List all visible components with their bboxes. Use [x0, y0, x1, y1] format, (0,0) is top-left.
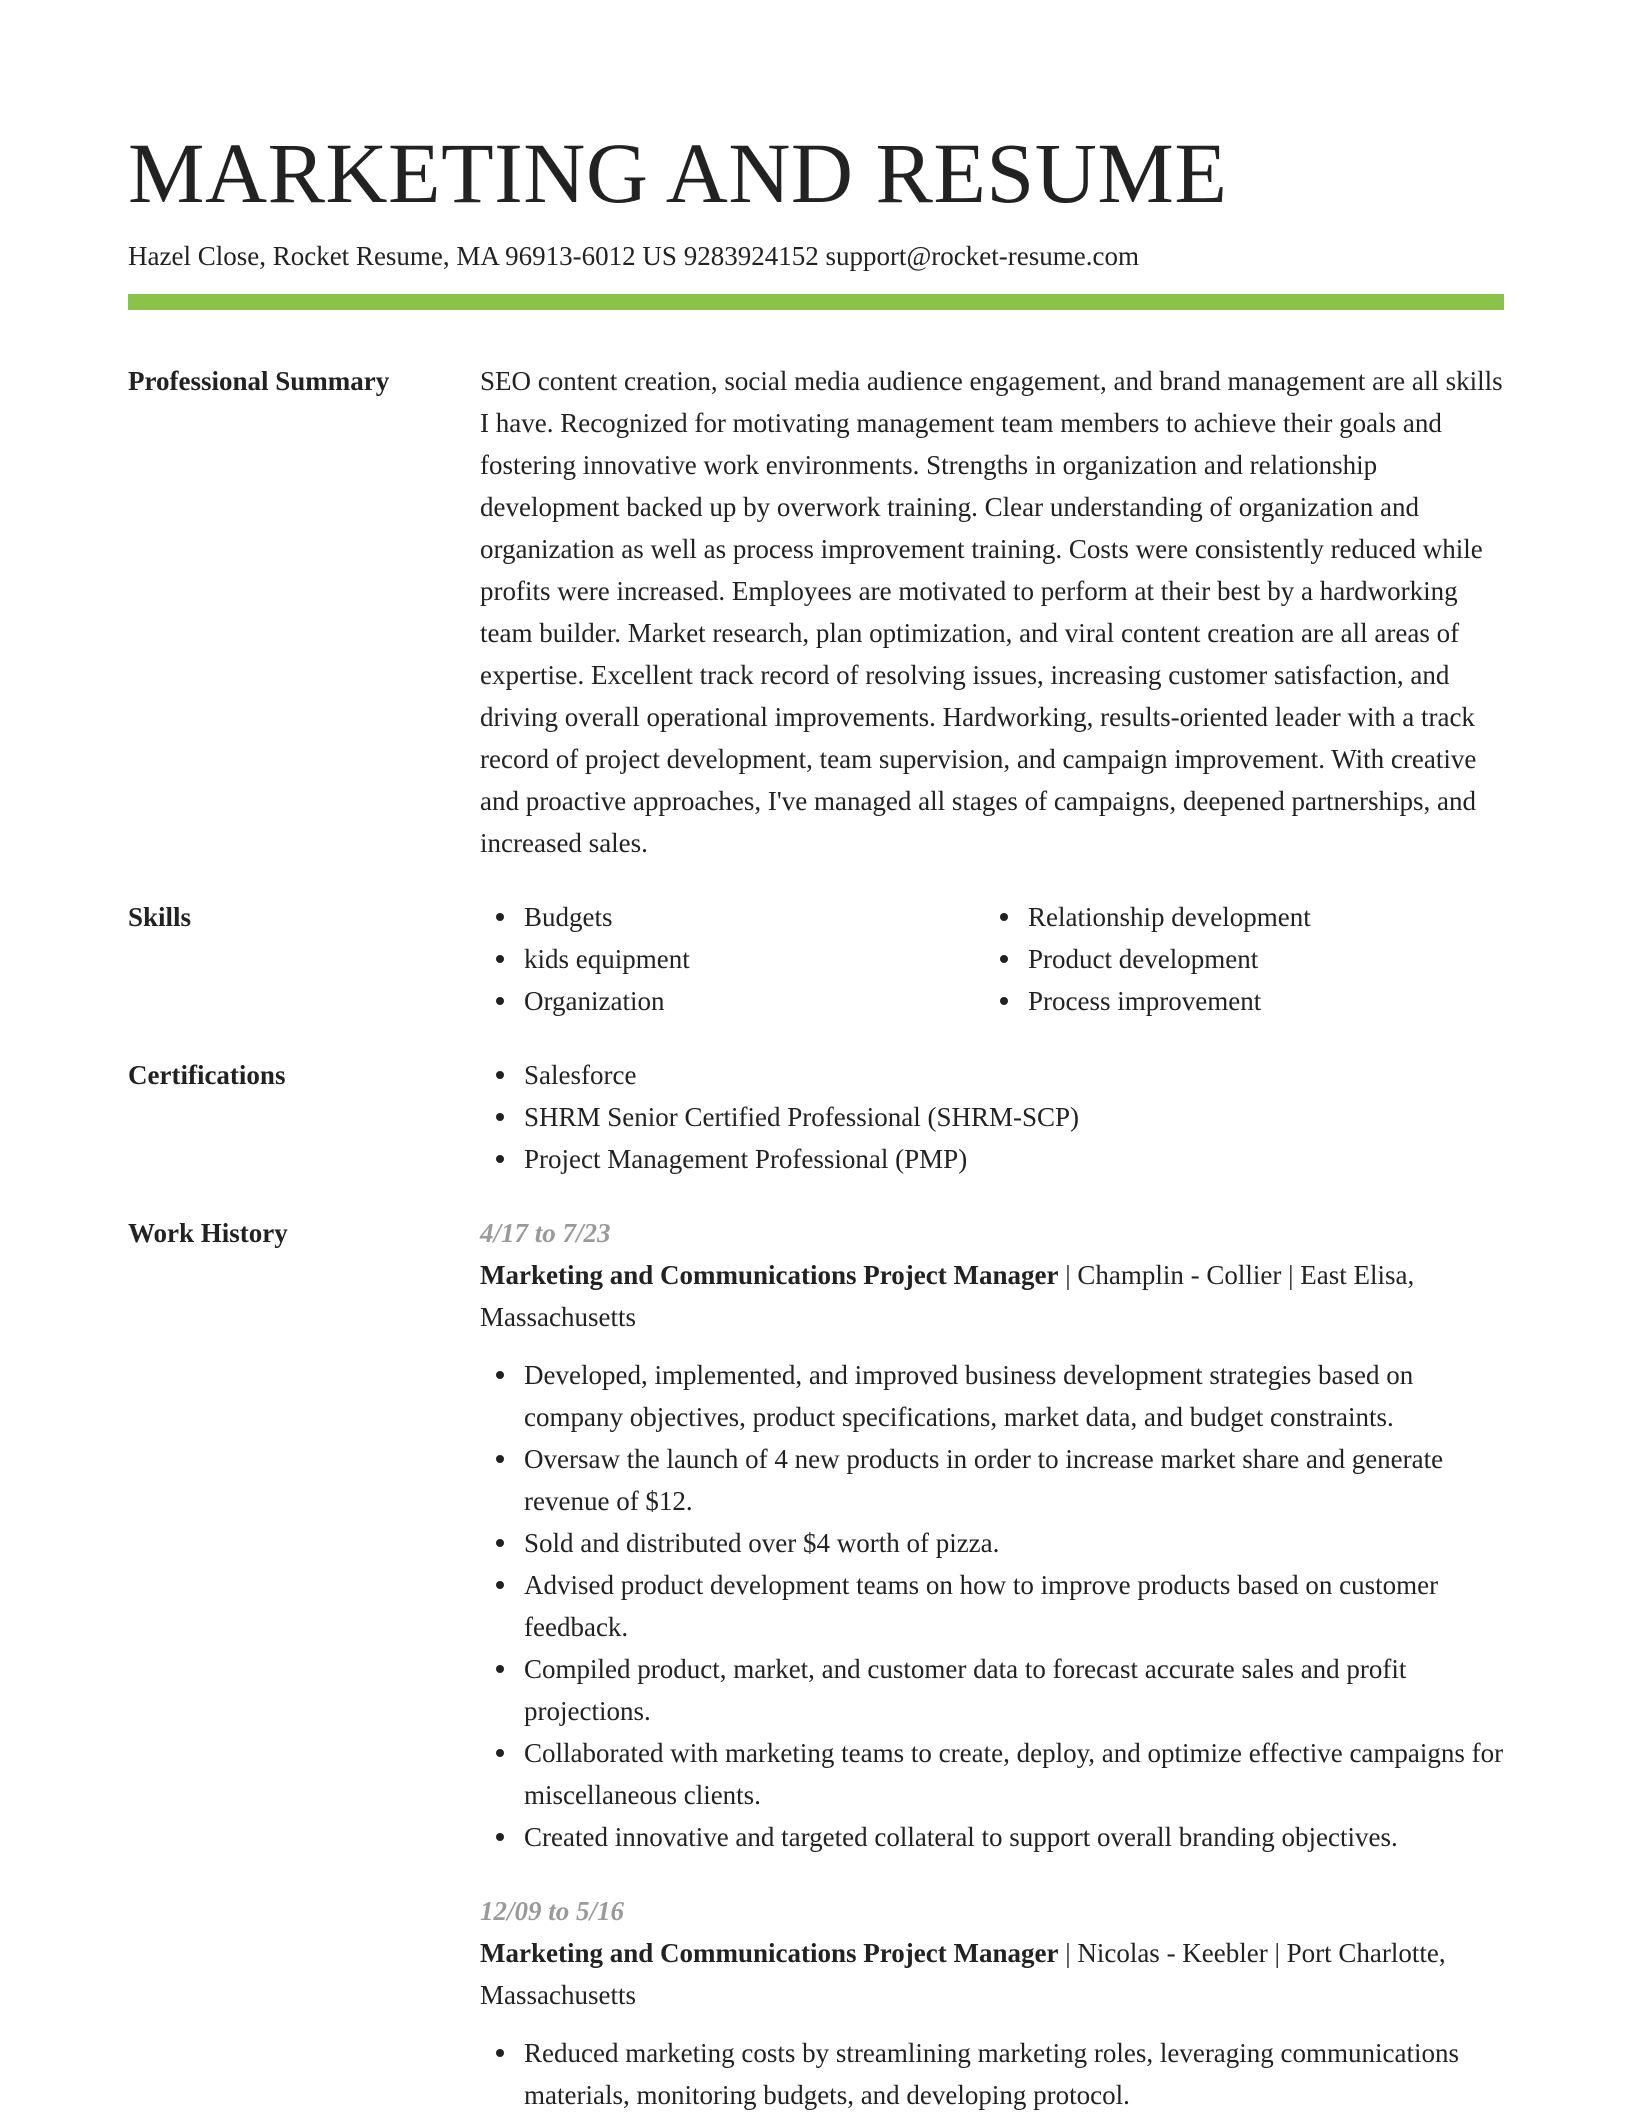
certification-item: Project Management Professional (PMP): [480, 1138, 1504, 1180]
skill-item: Process improvement: [984, 980, 1488, 1022]
job-bullet: Sold and distributed over $4 worth of pizza.: [480, 1522, 1504, 1564]
skills-grid: [480, 896, 1504, 1022]
section-label-skills: Skills: [128, 902, 192, 932]
job-employer-location: | Nicolas - Keebler | Port Charlotte, Massachusetts: [480, 1938, 1446, 2010]
skills-column-2: [984, 896, 1488, 1022]
skill-item: Budgets: [480, 896, 984, 938]
job-bullet-list: [480, 1354, 1504, 1858]
job-bullet: Collaborated with marketing teams to create, deploy, and optimize effective campaigns for miscellaneous clients.: [480, 1732, 1504, 1816]
work-history-body: [480, 1212, 1504, 2116]
certification-item: SHRM Senior Certified Professional (SHRM-SCP): [480, 1096, 1504, 1138]
certifications-section: [128, 1054, 1504, 1180]
accent-divider: [128, 294, 1504, 310]
job-bullet: Oversaw the launch of 4 new products in order to increase market share and generate revenue of $12.: [480, 1438, 1504, 1522]
section-label-certifications: Certifications: [128, 1060, 286, 1090]
skill-item: kids equipment: [480, 938, 984, 980]
certifications-body: [480, 1054, 1504, 1180]
skill-item: Organization: [480, 980, 984, 1022]
job-bullet: Developed, implemented, and improved business development strategies based on company objectives, product specifications, market data, and budget constraints.: [480, 1354, 1504, 1438]
job-date: 12/09 to 5/16: [480, 1896, 625, 1926]
job-date: 4/17 to 7/23: [480, 1218, 611, 1248]
job-role: Marketing and Communications Project Manager: [480, 1260, 1059, 1290]
job-bullet: Compiled product, market, and customer data to forecast accurate sales and profit projections.: [480, 1648, 1504, 1732]
skills-column-1: [480, 896, 984, 1022]
section-label-work-history: Work History: [128, 1218, 288, 1248]
job-bullet: Created innovative and targeted collateral to support overall branding objectives.: [480, 1816, 1504, 1858]
job-role: Marketing and Communications Project Manager: [480, 1938, 1059, 1968]
job-employer-location: | Champlin - Collier | East Elisa, Massachusetts: [480, 1260, 1415, 1332]
skill-item: Product development: [984, 938, 1488, 980]
job-bullet: Advised product development teams on how to improve products based on customer feedback.: [480, 1564, 1504, 1648]
job-bullet-list: [480, 2032, 1504, 2116]
work-history-section: [128, 1212, 1504, 2116]
job-entry: [480, 1212, 1504, 1858]
skill-item: Relationship development: [984, 896, 1488, 938]
skills-list-2: [984, 896, 1488, 1022]
certification-item: Salesforce: [480, 1054, 1504, 1096]
job-bullet: Reduced marketing costs by streamlining marketing roles, leveraging communications materials, monitoring budgets, and developing protocol.: [480, 2032, 1504, 2116]
summary-text: SEO content creation, social media audience engagement, and brand management are all skills I have. Recognized for motivating management team members to achieve their goals and fostering innovative work environments. Strengths in organization and relationship development backed up by overwork training. Clear understanding of organization and organization as well as process improvement training. Costs were consistently reduced while profits were increased. Employees are motivated to perform at their best by a hardworking team builder. Market research, plan optimization, and viral content creation are all areas of expertise. Excellent track record of resolving issues, increasing customer satisfaction, and driving overall operational improvements. Hardworking, results-oriented leader with a track record of project development, team supervision, and campaign improvement. With creative and proactive approaches, I've managed all stages of campaigns, deepened partnerships, and increased sales.: [480, 366, 1503, 858]
skills-body: [480, 896, 1504, 1022]
professional-summary-section: [128, 360, 1504, 864]
skills-list-1: [480, 896, 984, 1022]
summary-body: [480, 360, 1504, 864]
resume-title: MARKETING AND RESUME: [128, 125, 1228, 221]
skills-section: [128, 896, 1504, 1022]
contact-line: Hazel Close, Rocket Resume, MA 96913-6012 US 9283924152 support@rocket-resume.com: [128, 241, 1139, 271]
certifications-list: [480, 1054, 1504, 1180]
section-label-summary: Professional Summary: [128, 366, 390, 396]
job-heading: [480, 1932, 1504, 2016]
job-entry: [480, 1890, 1504, 2116]
job-heading: [480, 1254, 1504, 1338]
